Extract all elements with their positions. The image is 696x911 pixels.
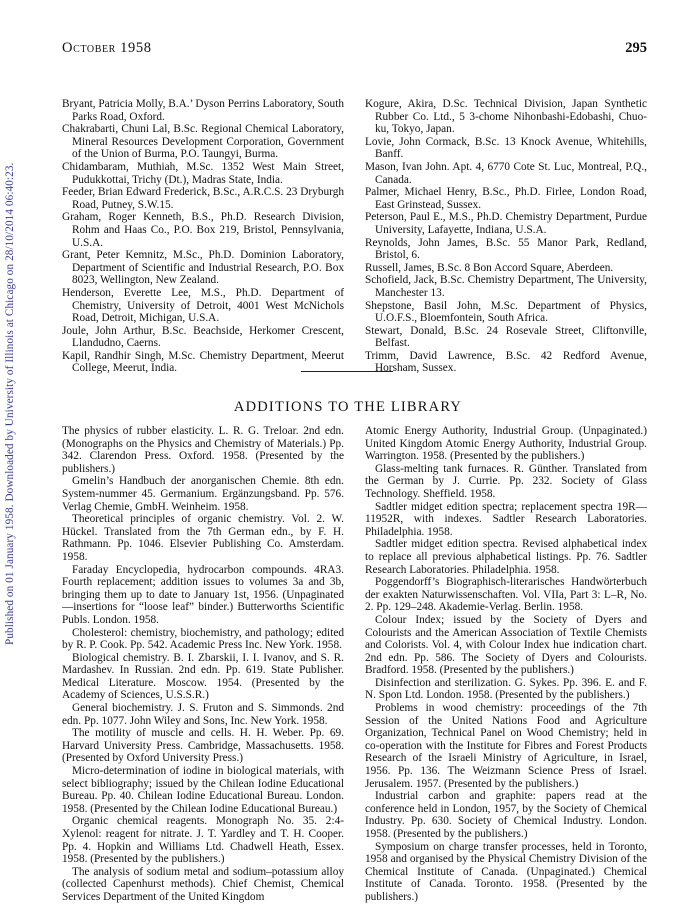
- member-entry: Schofield, Jack, B.Sc. Chemistry Department, The University, Manchester 13.: [365, 274, 647, 299]
- download-watermark-text: Published on 01 January 1958. Downloaded by University of Illinois at Chicago on 28/10/2014 06:40:23.: [4, 162, 16, 645]
- library-entry: The physics of rubber elasticity. L. R. G. Treloar. 2nd edn. (Monographs on the Physics and Chemistry of Materials.) Pp. 342. Clarendon Press. Oxford. 1958. (Presented by the publishers.): [62, 425, 344, 475]
- page-number: 295: [625, 40, 647, 56]
- library-entry: Industrial carbon and graphite: papers read at the conference held in London, 1957, by the Society of Chemical Industry. Pp. 630. Society of Chemical Industry. London. 1958. (Presented by the publishers.): [365, 790, 647, 840]
- members-list-right: [365, 98, 647, 375]
- library-entry: Organic chemical reagents. Monograph No. 35. 2:4-Xylenol: reagent for nitrate. J. T. Yardley and T. H. Cooper. Pp. 4. Hopkin and Williams Ltd. Chadwell Heath, Essex. 1958. (Presented by the publishers.): [62, 815, 344, 866]
- library-entry: Atomic Energy Authority, Industrial Group. (Unpaginated.) United Kingdom Atomic Energy Authority, Industrial Group. Warrington. 1958. (Presented by the publishers.): [365, 425, 647, 463]
- member-entry: Grant, Peter Kemnitz, M.Sc., Ph.D. Dominion Laboratory, Department of Scientific and Industrial Research, P.O. Box 8023, Wellington, New Zealand.: [62, 249, 344, 287]
- library-entry: Theoretical principles of organic chemistry. Vol. 2. W. Hückel. Translated from the 7th German edn., by F. H. Rathmann. Pp. 1046. Elsevier Publishing Co. Amsterdam. 1958.: [62, 513, 344, 563]
- member-entry: Palmer, Michael Henry, B.Sc., Ph.D. Firlee, London Road, East Grinstead, Sussex.: [365, 186, 647, 211]
- library-entry: Sadtler midget edition spectra; replacement spectra 19R—11952R, with indexes. Sadtler Research Laboratories. Philadelphia. 1958.: [365, 500, 647, 538]
- library-entry: Problems in wood chemistry: proceedings of the 7th Session of the United Nations Food and Agriculture Organization, Technical Panel on Wood Chemistry; held in co-operation with the Institute for Fibres and Forest Products Research of the Israeli Ministry of Agriculture, in Israel, 1956. Pp. 136. The Weizmann Science Press of Israel. Jerusalem. 1957. (Presented by the publishers.): [365, 702, 647, 790]
- library-entry: Cholesterol: chemistry, biochemistry, and pathology; edited by R. P. Cook. Pp. 542. Academic Press Inc. New York. 1958.: [62, 626, 344, 652]
- library-entry: Biological chemistry. B. I. Zbarskii, I. I. Ivanov, and S. R. Mardashev. In Russian. 2nd edn. Pp. 619. State Publisher. Medical Literature. Moscow. 1954. (Presented by the Academy of Sciences, U.S.S.R.): [62, 651, 344, 702]
- member-entry: Reynolds, John James, B.Sc. 55 Manor Park, Redland, Bristol, 6.: [365, 236, 647, 262]
- download-watermark: [1, 70, 23, 650]
- member-entry: Peterson, Paul E., M.S., Ph.D. Chemistry Department, Purdue University, Lafayette, Indiana, U.S.A.: [365, 211, 647, 236]
- month-year: October 1958: [62, 40, 152, 56]
- library-entry: The motility of muscle and cells. H. H. Weber. Pp. 69. Harvard University Press. Cambridge, Massachusetts. 1958. (Presented by Oxford University Press.): [62, 727, 344, 765]
- library-entry: Faraday Encyclopedia, hydrocarbon compounds. 4RA3. Fourth replacement; addition issues to volumes 3a and 3b, bringing them up to date to January 1st, 1956. (Unpaginated—insertions for “loose leaf” binder.) Butterworths Scientific Publs. London. 1958.: [62, 563, 344, 626]
- member-entry: Shepstone, Basil John, M.Sc. Department of Physics, U.O.F.S., Bloemfontein, South Africa.: [365, 299, 647, 325]
- library-entry: Sadtler midget edition spectra. Revised alphabetical index to replace all previous alphabetical listings. Pp. 76. Sadtler Research Laboratories. Philadelphia. 1958.: [365, 538, 647, 576]
- member-entry: Mason, Ivan John. Apt. 4, 6770 Cote St. Luc, Montreal, P.Q., Canada.: [365, 160, 647, 186]
- library-entry: Symposium on charge transfer processes, held in Toronto, 1958 and organised by the Physical Chemistry Division of the Chemical Institute of Canada. (Unpaginated.) Chemical Institute of Canada. Toronto. 1958. (Presented by the publishers.): [365, 840, 647, 903]
- member-entry: Chakrabarti, Chuni Lal, B.Sc. Regional Chemical Laboratory, Mineral Resources Development Corporation, Government of the Union of Burma, P.O. Taungyi, Burma.: [62, 123, 344, 161]
- library-entry: Glass-melting tank furnaces. R. Günther. Translated from the German by J. Currie. Pp. 232. Society of Glass Technology. Sheffield. 1958.: [365, 462, 647, 500]
- member-entry: Kogure, Akira, D.Sc. Technical Division, Japan Synthetic Rubber Co. Ltd., 5 3-chome Nihonbashi-Edobashi, Chuo-ku, Tokyo, Japan.: [365, 98, 647, 136]
- member-entry: Henderson, Everette Lee, M.S., Ph.D. Department of Chemistry, University of Detroit, 4001 West McNichols Road, Detroit, Michigan, U.S.A.: [62, 286, 344, 325]
- member-entry: Kapil, Randhir Singh, M.Sc. Chemistry Department, Meerut College, Meerut, India.: [62, 349, 344, 375]
- library-entry: Gmelin’s Handbuch der anorganischen Chemie. 8th edn. System-nummer 45. Germanium. Ergänzungsband. Pp. 576. Verlag Chemie, GmbH. Weinheim. 1958.: [62, 475, 344, 513]
- members-list-left: [62, 98, 344, 375]
- member-entry: Feeder, Brian Edward Frederick, B.Sc., A.R.C.S. 23 Dryburgh Road, Putney, S.W.15.: [62, 186, 344, 211]
- section-heading: ADDITIONS TO THE LIBRARY: [233, 399, 463, 415]
- library-entry: Colour Index; issued by the Society of Dyers and Colourists and the American Association of Textile Chemists and Colorists. Vol. 4, with Colour Index hue indication chart. 2nd edn. Pp. 586. The Society of Dyers and Colourists. Bradford. 1958. (Presented by the publishers.): [365, 613, 647, 677]
- member-entry: Lovie, John Cormack, B.Sc. 13 Knock Avenue, Whitehills, Banff.: [365, 135, 647, 161]
- member-entry: Graham, Roger Kenneth, B.S., Ph.D. Research Division, Rohm and Haas Co., P.O. Box 219, Bristol, Pennsylvania, U.S.A.: [62, 211, 344, 249]
- library-list-right: [365, 425, 647, 904]
- library-entry: Disinfection and sterilization. G. Sykes. Pp. 396. E. and F. N. Spon Ltd. London. 1958. (Presented by the publishers.): [365, 676, 647, 702]
- member-entry: Trimm, David Lawrence, B.Sc. 42 Redford Avenue, Horsham, Sussex.: [365, 349, 647, 375]
- library-list-left: [62, 425, 344, 904]
- member-entry: Stewart, Donald, B.Sc. 24 Rosevale Street, Cliftonville, Belfast.: [365, 324, 647, 350]
- library-entry: The analysis of sodium metal and sodium–potassium alloy (collected Capenhurst methods). Chief Chemist, Chemical Services Department of the United Kingdom: [62, 865, 344, 903]
- library-entry: Micro-determination of iodine in biological materials, with select bibliography; issued by the Chilean Iodine Educational Bureau. Pp. 40. Chilean Iodine Educational Bureau. London. 1958. (Presented by the Chilean Iodine Educational Bureau.): [62, 765, 344, 815]
- member-entry: Bryant, Patricia Molly, B.A.’ Dyson Perrins Laboratory, South Parks Road, Oxford.: [62, 98, 344, 123]
- running-header: [62, 40, 647, 60]
- member-entry: Joule, John Arthur, B.Sc. Beachside, Herkomer Crescent, Llandudno, Caerns.: [62, 324, 344, 350]
- library-entry: Poggendorff’s Biographisch-literarisches Handwörterbuch der exakten Naturwissenschaften. Vol. VIIa, Part 3: L–R, No. 2. Pp. 129–248. Akademie-Verlag. Berlin. 1958.: [365, 576, 647, 614]
- member-entry: Chidambaram, Muthiah, M.Sc. 1352 West Main Street, Pudukkottai, Trichy (Dt.), Madras State, India.: [62, 160, 344, 186]
- library-entry: General biochemistry. J. S. Fruton and S. Simmonds. 2nd edn. Pp. 1077. John Wiley and Sons, Inc. New York. 1958.: [62, 702, 344, 727]
- member-entry: Russell, James, B.Sc. 8 Bon Accord Square, Aberdeen.: [365, 261, 614, 274]
- section-divider: [301, 371, 393, 372]
